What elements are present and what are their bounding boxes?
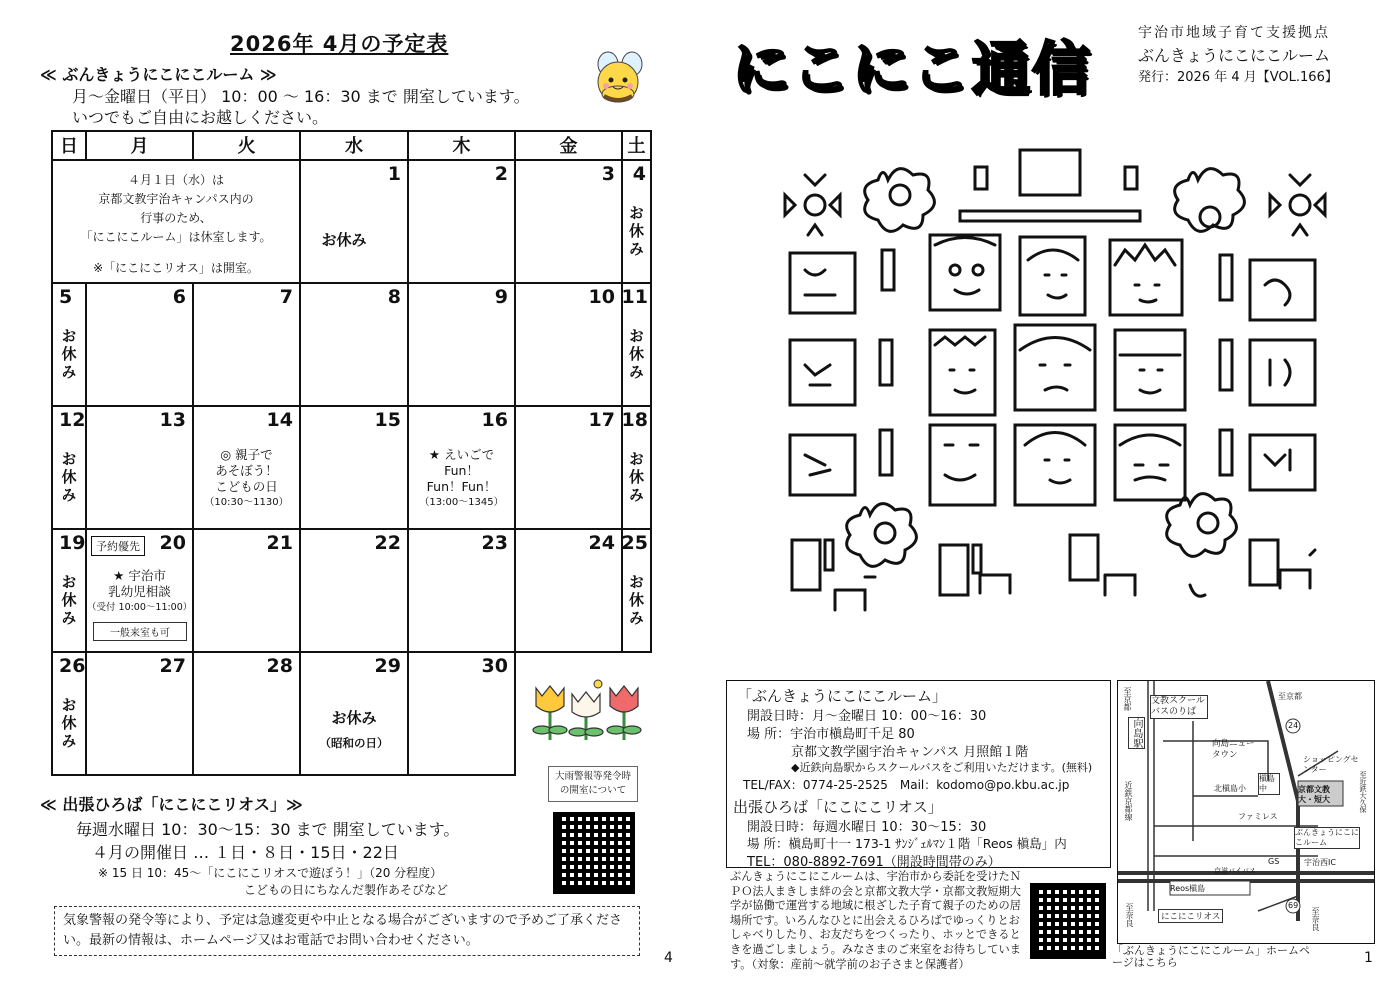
reos-event-detail: こどもの日にちなんだ製作あそびなど [244,883,449,897]
info-box [726,680,1111,868]
day-cell [300,160,408,283]
reos-event: ※ 15 日 10：45～「にこにこリオスで遊ぼう！」（20 分程度） [98,866,443,880]
day-number: 21 [266,532,293,554]
event-time: （13:00～1345） [419,497,504,508]
day-cell [515,406,622,529]
closed-label: お休み [59,697,78,751]
day-number: 18 [621,409,648,431]
map-label: 近鉄京都線 [1124,781,1133,821]
reservation-priority-tag: 予約優先 [91,536,145,556]
homepage-link[interactable]: 「ぶんきょうにこにこルーム」ホームページはこちら [1112,944,1310,969]
day-number: 23 [481,532,508,554]
day-cell [622,160,651,283]
school-bus-note: ◆近鉄向島駅からスクールバスをご利用いただけます。(無料) [791,761,1093,774]
day-cell [408,283,515,406]
org-line-3: 発行：2026 年 4 月【VOL.166】 [1138,70,1338,85]
room-heading: ≪ ぶんきょうにこにこルーム ≫ [40,65,277,84]
page-number-left: 4 [664,950,673,966]
weekday-sat: 土 [622,131,651,160]
map-label: GS [1268,857,1280,866]
day-cell [193,529,300,652]
hours-line-2: いつでもご自由にお越しください。 [72,108,329,127]
map-label: 宇治西IC [1304,858,1336,867]
page-number-right: 1 [1364,950,1373,966]
map-label: 文教スクールバスのりば [1150,695,1208,719]
day-number: 4 [632,163,646,185]
schedule-title: 2026年 4月の予定表 [230,32,449,56]
day-number: 7 [279,286,293,308]
day-cell [622,283,651,406]
room-place-detail: 京都文教学園宇治キャンパス 月照館１階 [791,745,1029,760]
day-number: 17 [588,409,615,431]
reos-tel: TEL：080-8892-7691（開設時間帯のみ） [747,855,1001,870]
apr1-note-cell [52,160,300,283]
apr1-note-line: ４月１日（水）は [127,173,224,187]
closed-label: お休み [59,328,78,382]
day-cell [86,283,193,406]
day-number: 12 [59,409,86,431]
day-number: 2 [494,163,508,185]
day-number: 5 [59,286,73,308]
day-number: 9 [494,286,508,308]
day-cell [193,652,300,775]
org-line-2: ぶんきょうにこにこルーム [1138,46,1331,65]
day-cell [515,529,622,652]
day-number: 6 [172,286,186,308]
day-number: 28 [266,655,293,677]
closed-label: お休み [331,709,377,727]
map-label: 69 [1288,901,1299,910]
event-line: ◎ 親子で [220,447,273,462]
map-label: 至奈良 [1125,903,1134,927]
map-label: 京都文教大・短大 [1298,785,1330,804]
map-label: 槇島中 [1258,773,1280,795]
reos-open-hours: 開設日時：毎週水曜日 10：30～15：30 [747,820,987,835]
storm-info-qr-code[interactable] [553,812,635,894]
general-visit-ok-tag: 一般来室も可 [93,622,187,641]
day-cell [52,529,86,652]
showa-day-label: （昭和の日） [319,736,389,750]
day-cell [622,406,651,529]
day-number: 27 [159,655,186,677]
day-cell [515,283,622,406]
day-cell [52,283,86,406]
weekday-header [52,131,651,160]
day-cell [408,406,515,529]
day-number: 15 [374,409,401,431]
access-map [1117,680,1375,944]
newsletter-title: にこにこ通信 [732,35,1093,103]
closed-label: お休み [59,574,78,628]
closed-label: お休み [59,451,78,505]
day-cell [300,652,408,775]
weather-notice: 気象警報の発令等により、予定は急遽変更や中止となる場合がございますので予めご了承ください。最新の情報は、ホームページ又はお電話でお問い合わせください。 [54,906,640,956]
day-cell [300,406,408,529]
closed-label: お休み [627,328,645,382]
closed-label: お休み [627,205,645,259]
event-line: 乳幼児相談 [108,584,171,599]
apr1-note-line: 京都文教宇治キャンパス内の [98,192,254,206]
day-number: 16 [481,409,508,431]
day-number: 3 [601,163,615,185]
storm-warning-line: 大雨警報等発令時 [554,771,631,782]
day-cell [52,406,86,529]
day-cell [86,406,193,529]
children-drawing-illustration [770,145,1340,625]
reos-heading: ≪ 出張ひろば「にこにこリオス」≫ [40,795,303,814]
reos-name: 出張ひろば「にこにこリオス」 [733,798,943,816]
day-cell [86,652,193,775]
event-line: あそぼう！ [215,463,278,478]
day-cell [86,529,193,652]
day-number: 11 [621,286,648,308]
room-open-hours: 開設日時：月～金曜日 10：00～16：30 [747,709,987,724]
apr1-note-line: 「にこにこルーム」は休室します。 [80,230,272,244]
day-number: 29 [374,655,401,677]
map-label: ショッピングセンター [1303,755,1359,774]
closed-label: お休み [627,451,645,505]
closed-label: お休み [627,574,645,628]
event-line: ★ 宇治市 [113,568,166,583]
event-line: こどもの日 [215,479,278,494]
event-line: Fun！ [444,463,479,478]
day-cell [300,283,408,406]
map-label: ファミレス [1238,812,1278,821]
storm-warning-box[interactable] [548,766,638,802]
map-label: にこにこリオス [1158,909,1223,923]
day-number: 1 [387,163,401,185]
room-description: ぶんきょうにこにこルームは、宇治市から委託を受けたＮＰＯ法人まきしま絆の会と京都文教大学・京都文教短期大学が協働で運営する地域に根ざした子育て親子のための居場所です。いろんなひとに出会えるひろばでゆっくりとおしゃべりしたり、お友だちをつくったり、ホッとできるときを過ごしましょう。みなさまのご来室をお待ちしています。（対象：産前～就学前のお子さまと保護者） [730,870,1021,971]
day-cell [193,406,300,529]
day-number: 14 [266,409,293,431]
map-label: 至京都 [1278,692,1302,701]
map-label: 24 [1288,721,1299,730]
day-number: 22 [374,532,401,554]
map-label: 至近鉄大久保 [1359,771,1367,813]
homepage-qr-code[interactable] [1030,883,1106,959]
map-label: ぶんきょうにこにこルーム [1295,828,1359,847]
hours-line-1: 月～金曜日（平日） 10：00 ～ 16：30 まで 開室しています。 [72,87,530,106]
reos-dates: ４月の開催日 … １日・８日・15日・22日 [92,843,399,862]
map-label: 向島駅 [1128,717,1145,749]
apr1-note-line: 行事のため、 [140,211,212,225]
map-label: Reos槇島 [1170,884,1206,893]
day-cell [622,529,651,652]
day-cell [408,160,515,283]
map-label: 至京都 [1123,687,1132,711]
day-number: 30 [481,655,508,677]
room-place: 場 所：宇治市槇島町千足 80 [747,727,915,742]
storm-warning-line: の開室について [559,785,627,796]
day-cell [300,529,408,652]
room-name: 「ぶんきょうにこにこルーム」 [737,687,948,705]
room-contact: TEL/FAX：0774-25-2525 Mail：kodomo@po.kbu.ac.jp [743,778,1070,792]
day-cell [515,160,622,283]
event-time: （10:30～1130） [204,497,289,508]
event-line: ★ えいごで [428,447,495,462]
day-number: 10 [588,286,615,308]
weekday-wed: 水 [300,131,408,160]
day-cell [52,652,86,775]
tulips-icon [528,678,648,746]
weekday-fri: 金 [515,131,622,160]
reos-place: 場 所：槇島町十一 173-1 ｻﾝｼﾞｪﾙﾏﾝ１階「Reos 槇島」内 [747,836,1067,851]
weekday-thu: 木 [408,131,515,160]
weekday-sun: 日 [52,131,86,160]
day-number: 13 [159,409,186,431]
day-number: 19 [59,532,86,554]
event-time: （受付 10:00～11:00） [87,602,193,613]
closed-label: お休み [321,231,367,249]
reos-hours: 毎週水曜日 10：30～15：30 まで 開室しています。 [76,820,460,839]
day-number: 25 [621,532,648,554]
event-line: Fun！Fun！ [426,479,497,494]
map-label: 向島ニュータウン [1212,739,1255,760]
apr1-note-line: ※「にこにこリオス」は開室。 [93,261,259,275]
day-number: 26 [59,655,86,677]
map-label: 至奈良 [1311,907,1320,931]
bee-icon [588,50,652,108]
day-number: 20 [159,532,186,554]
weekday-mon: 月 [86,131,193,160]
day-number: 8 [387,286,401,308]
org-line-1: 宇治市地域子育て支援拠点 [1138,25,1330,41]
weekday-tue: 火 [193,131,300,160]
day-cell [408,652,515,775]
day-cell [193,283,300,406]
map-label: 北槇島小 [1214,784,1246,793]
map-label: 京滋バイパス [1214,867,1256,875]
day-cell [408,529,515,652]
day-number: 24 [588,532,615,554]
